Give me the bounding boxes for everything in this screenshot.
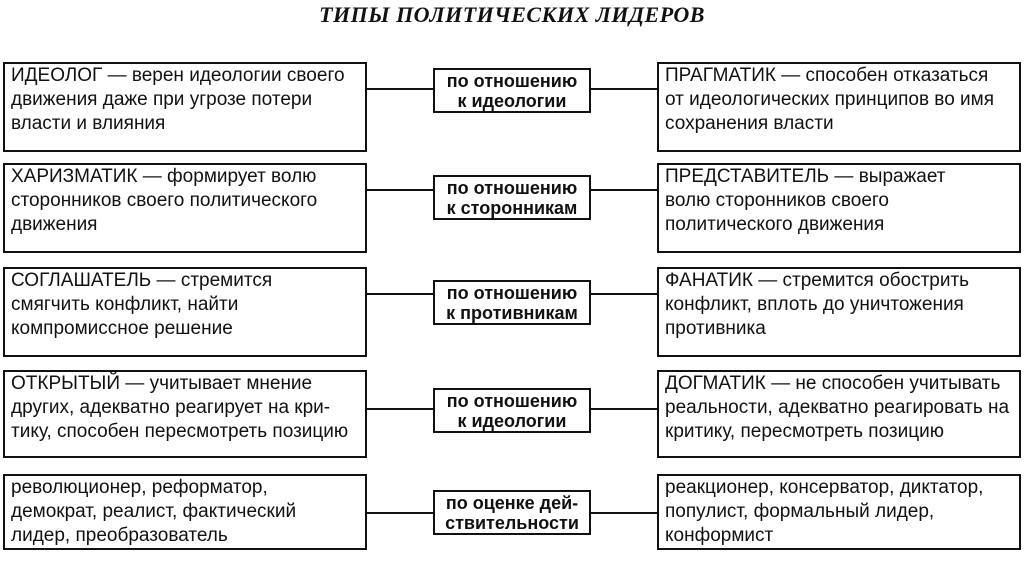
left-type-box (3, 62, 367, 152)
right-type-line: конфликт, вплоть до уничтожения (665, 294, 964, 315)
left-type-line: ОТКРЫТЫЙ — учитывает мнение (11, 373, 313, 394)
left-type-line: тику, способен пересмотреть позицию (11, 421, 349, 442)
connector-line-right (591, 293, 657, 295)
right-type-box (657, 370, 1021, 458)
left-type-line: движения (11, 214, 98, 235)
right-type-box (657, 62, 1021, 152)
criterion-line: по оценке дей- (445, 493, 579, 513)
left-type-line: СОГЛАШАТЕЛЬ — стремится (11, 270, 273, 291)
left-type-line: революционер, реформатор, (11, 477, 268, 498)
criterion-line: ствительности (445, 513, 579, 533)
criterion-line: по отношению (446, 283, 578, 303)
left-type-box (3, 370, 367, 458)
criterion-box (433, 68, 591, 113)
connector-line-left (367, 408, 433, 410)
criterion-line: к идеологии (457, 91, 567, 111)
criterion-line: по отношению (446, 178, 578, 198)
right-type-line: ПРЕДСТАВИТЕЛЬ — выражает (665, 166, 946, 187)
connector-line-left (367, 293, 433, 295)
connector-line-right (591, 512, 657, 514)
connector-line-right (591, 408, 657, 410)
right-type-line: ПРАГМАТИК — способен отказаться (665, 65, 989, 86)
right-type-line: от идеологических принципов во имя (665, 89, 995, 110)
criterion-line: к сторонникам (446, 198, 578, 218)
criterion-line: по отношению (446, 391, 578, 411)
criterion-box (433, 280, 591, 325)
connector-line-left (367, 512, 433, 514)
right-type-line: ДОГМАТИК — не способен учитывать (665, 373, 1001, 394)
right-type-line: реальности, адекватно реагировать на (665, 397, 1010, 418)
left-type-line: ИДЕОЛОГ — верен идеологии своего (11, 65, 345, 86)
left-type-box (3, 267, 367, 357)
left-type-line: демократ, реалист, фактический (11, 501, 297, 522)
right-type-line: ФАНАТИК — стремится обострить (665, 270, 970, 291)
criterion-box (433, 388, 591, 433)
connector-line-right (591, 88, 657, 90)
right-type-box (657, 267, 1021, 357)
diagram-title: ТИПЫ ПОЛИТИЧЕСКИХ ЛИДЕРОВ (319, 2, 705, 27)
right-type-line: критику, пересмотреть позицию (665, 421, 944, 442)
right-type-box (657, 474, 1021, 550)
leader-type-row (0, 474, 1024, 564)
right-type-line: противника (665, 318, 766, 339)
left-type-line: движения даже при угрозе потери (11, 89, 313, 110)
left-type-line: компромиссное решение (11, 318, 233, 339)
right-type-line: сохранения власти (665, 113, 834, 134)
leader-type-row (0, 163, 1024, 253)
left-type-line: других, адекватно реагирует на кри- (11, 397, 331, 418)
leader-type-row (0, 370, 1024, 460)
criterion-line: по отношению (446, 71, 578, 91)
right-type-line: политического движения (665, 214, 885, 235)
right-type-line: конформист (665, 525, 774, 546)
connector-line-left (367, 189, 433, 191)
right-type-line: популист, формальный лидер, (665, 501, 935, 522)
right-type-line: волю сторонников своего (665, 190, 889, 211)
left-type-line: власти и влияния (11, 113, 166, 134)
connector-line-right (591, 189, 657, 191)
connector-line-left (367, 88, 433, 90)
left-type-line: сторонников своего политического (11, 190, 318, 211)
right-type-box (657, 163, 1021, 253)
criterion-line: к противникам (446, 303, 578, 323)
left-type-line: смягчить конфликт, найти (11, 294, 239, 315)
criterion-line: к идеологии (457, 411, 567, 431)
left-type-box (3, 474, 367, 550)
right-type-line: реакционер, консерватор, диктатор, (665, 477, 984, 498)
left-type-line: лидер, преобразователь (11, 525, 228, 546)
left-type-box (3, 163, 367, 253)
left-type-line: ХАРИЗМАТИК — формирует волю (11, 166, 317, 187)
leader-type-row (0, 62, 1024, 152)
criterion-box (433, 490, 591, 535)
criterion-box (433, 175, 591, 220)
leader-type-row (0, 267, 1024, 357)
